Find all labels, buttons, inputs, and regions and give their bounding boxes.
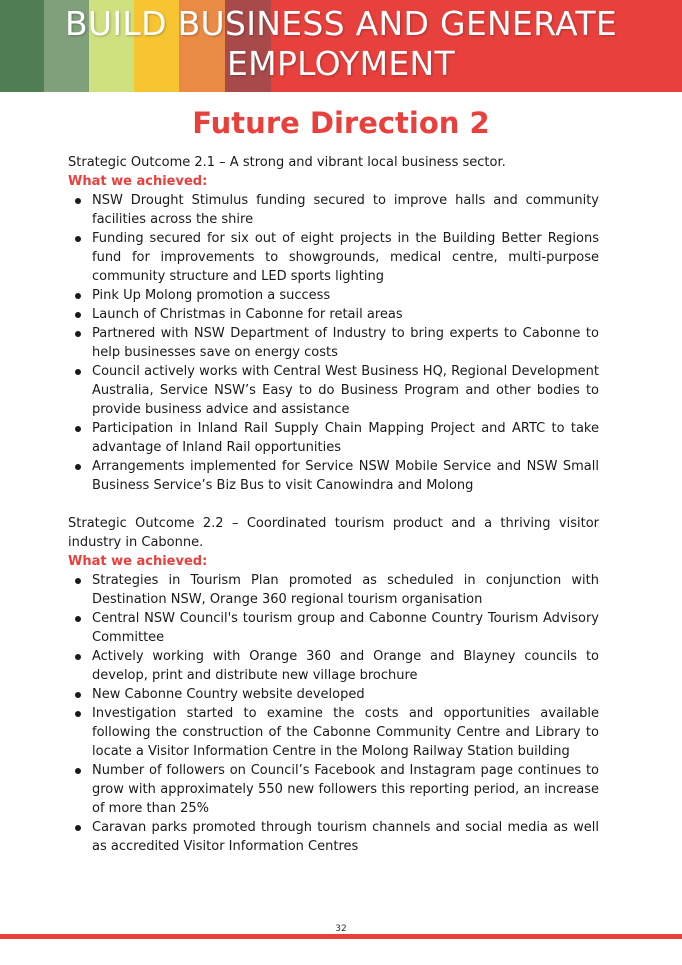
page-title: Future Direction 2 <box>192 106 490 140</box>
main-content <box>68 153 599 856</box>
bullet-icon <box>75 312 81 318</box>
bullet-icon <box>75 578 81 584</box>
achieved-heading-2-1: What we achieved: <box>68 174 208 189</box>
list-item <box>68 419 599 457</box>
bullet-icon <box>75 198 81 204</box>
list-item-text: Arrangements implemented for Service NSW Mobile Service and NSW Small Business Service’s Biz Bus to visit Canowindra and Molong <box>92 459 599 493</box>
bullet-icon <box>75 616 81 622</box>
bullet-icon <box>75 331 81 337</box>
bullet-icon <box>75 236 81 242</box>
list-item-text: Pink Up Molong promotion a success <box>92 288 331 303</box>
list-item-text: Launch of Christmas in Cabonne for retail areas <box>92 307 403 322</box>
list-item <box>68 305 599 324</box>
achievements-list-2-2 <box>68 571 599 856</box>
list-item <box>68 609 599 647</box>
bullet-icon <box>75 426 81 432</box>
list-item-text: Partnered with NSW Department of Industry to bring experts to Cabonne to help businesses save on energy costs <box>92 326 599 360</box>
list-item <box>68 191 599 229</box>
bullet-icon <box>75 654 81 660</box>
list-item-text: Investigation started to examine the costs and opportunities available following the construction of the Cabonne Community Centre and Library to locate a Visitor Information Centre in the Molong Railway Station building <box>92 706 599 759</box>
list-item-text: NSW Drought Stimulus funding secured to improve halls and community facilities across the shire <box>92 193 599 227</box>
list-item-text: Central NSW Council's tourism group and Cabonne Country Tourism Advisory Committee <box>92 611 599 645</box>
list-item <box>68 457 599 495</box>
strategic-outcome-2-1: Strategic Outcome 2.1 – A strong and vibrant local business sector. <box>68 155 506 170</box>
list-item <box>68 704 599 761</box>
bullet-icon <box>75 692 81 698</box>
list-item-text: Participation in Inland Rail Supply Chain Mapping Project and ARTC to take advantage of Inland Rail opportunities <box>92 421 599 455</box>
list-item <box>68 324 599 362</box>
list-item-text: Caravan parks promoted through tourism channels and social media as well as accredited Visitor Information Centres <box>92 820 599 854</box>
list-item-text: Council actively works with Central West Business HQ, Regional Development Australia, Service NSW’s Easy to do Business Program and other bodies to provide business advice and assistance <box>92 364 599 417</box>
list-item-text: New Cabonne Country website developed <box>92 687 365 702</box>
page-number: 32 <box>335 924 347 934</box>
bullet-icon <box>75 369 81 375</box>
bullet-icon <box>75 464 81 470</box>
footer-bar <box>0 934 682 939</box>
section-spacer <box>68 495 599 514</box>
banner-title <box>0 4 682 84</box>
strategic-outcome-2-2: Strategic Outcome 2.2 – Coordinated tourism product and a thriving visitor industry in Cabonne. <box>68 516 599 550</box>
list-item-text: Strategies in Tourism Plan promoted as scheduled in conjunction with Destination NSW, Orange 360 regional tourism organisation <box>92 573 599 607</box>
banner-title-line-1: BUILD BUSINESS AND GENERATE <box>64 4 618 43</box>
bullet-icon <box>75 711 81 717</box>
bullet-icon <box>75 768 81 774</box>
list-item <box>68 647 599 685</box>
bullet-icon <box>75 293 81 299</box>
list-item <box>68 685 599 704</box>
list-item <box>68 571 599 609</box>
list-item-text: Funding secured for six out of eight projects in the Building Better Regions fund for improvements to showgrounds, medical centre, multi-purpose community structure and LED sports lighting <box>92 231 599 284</box>
list-item-text: Number of followers on Council’s Facebook and Instagram page continues to grow with approximately 550 new followers this reporting period, an increase of more than 25% <box>92 763 599 816</box>
list-item <box>68 286 599 305</box>
list-item <box>68 362 599 419</box>
bullet-icon <box>75 825 81 831</box>
list-item <box>68 818 599 856</box>
list-item <box>68 761 599 818</box>
achievements-list-2-1 <box>68 191 599 495</box>
banner-title-line-2: EMPLOYMENT <box>227 44 455 83</box>
achieved-heading-2-2: What we achieved: <box>68 554 208 569</box>
list-item <box>68 229 599 286</box>
list-item-text: Actively working with Orange 360 and Orange and Blayney councils to develop, print and distribute new village brochure <box>92 649 599 683</box>
